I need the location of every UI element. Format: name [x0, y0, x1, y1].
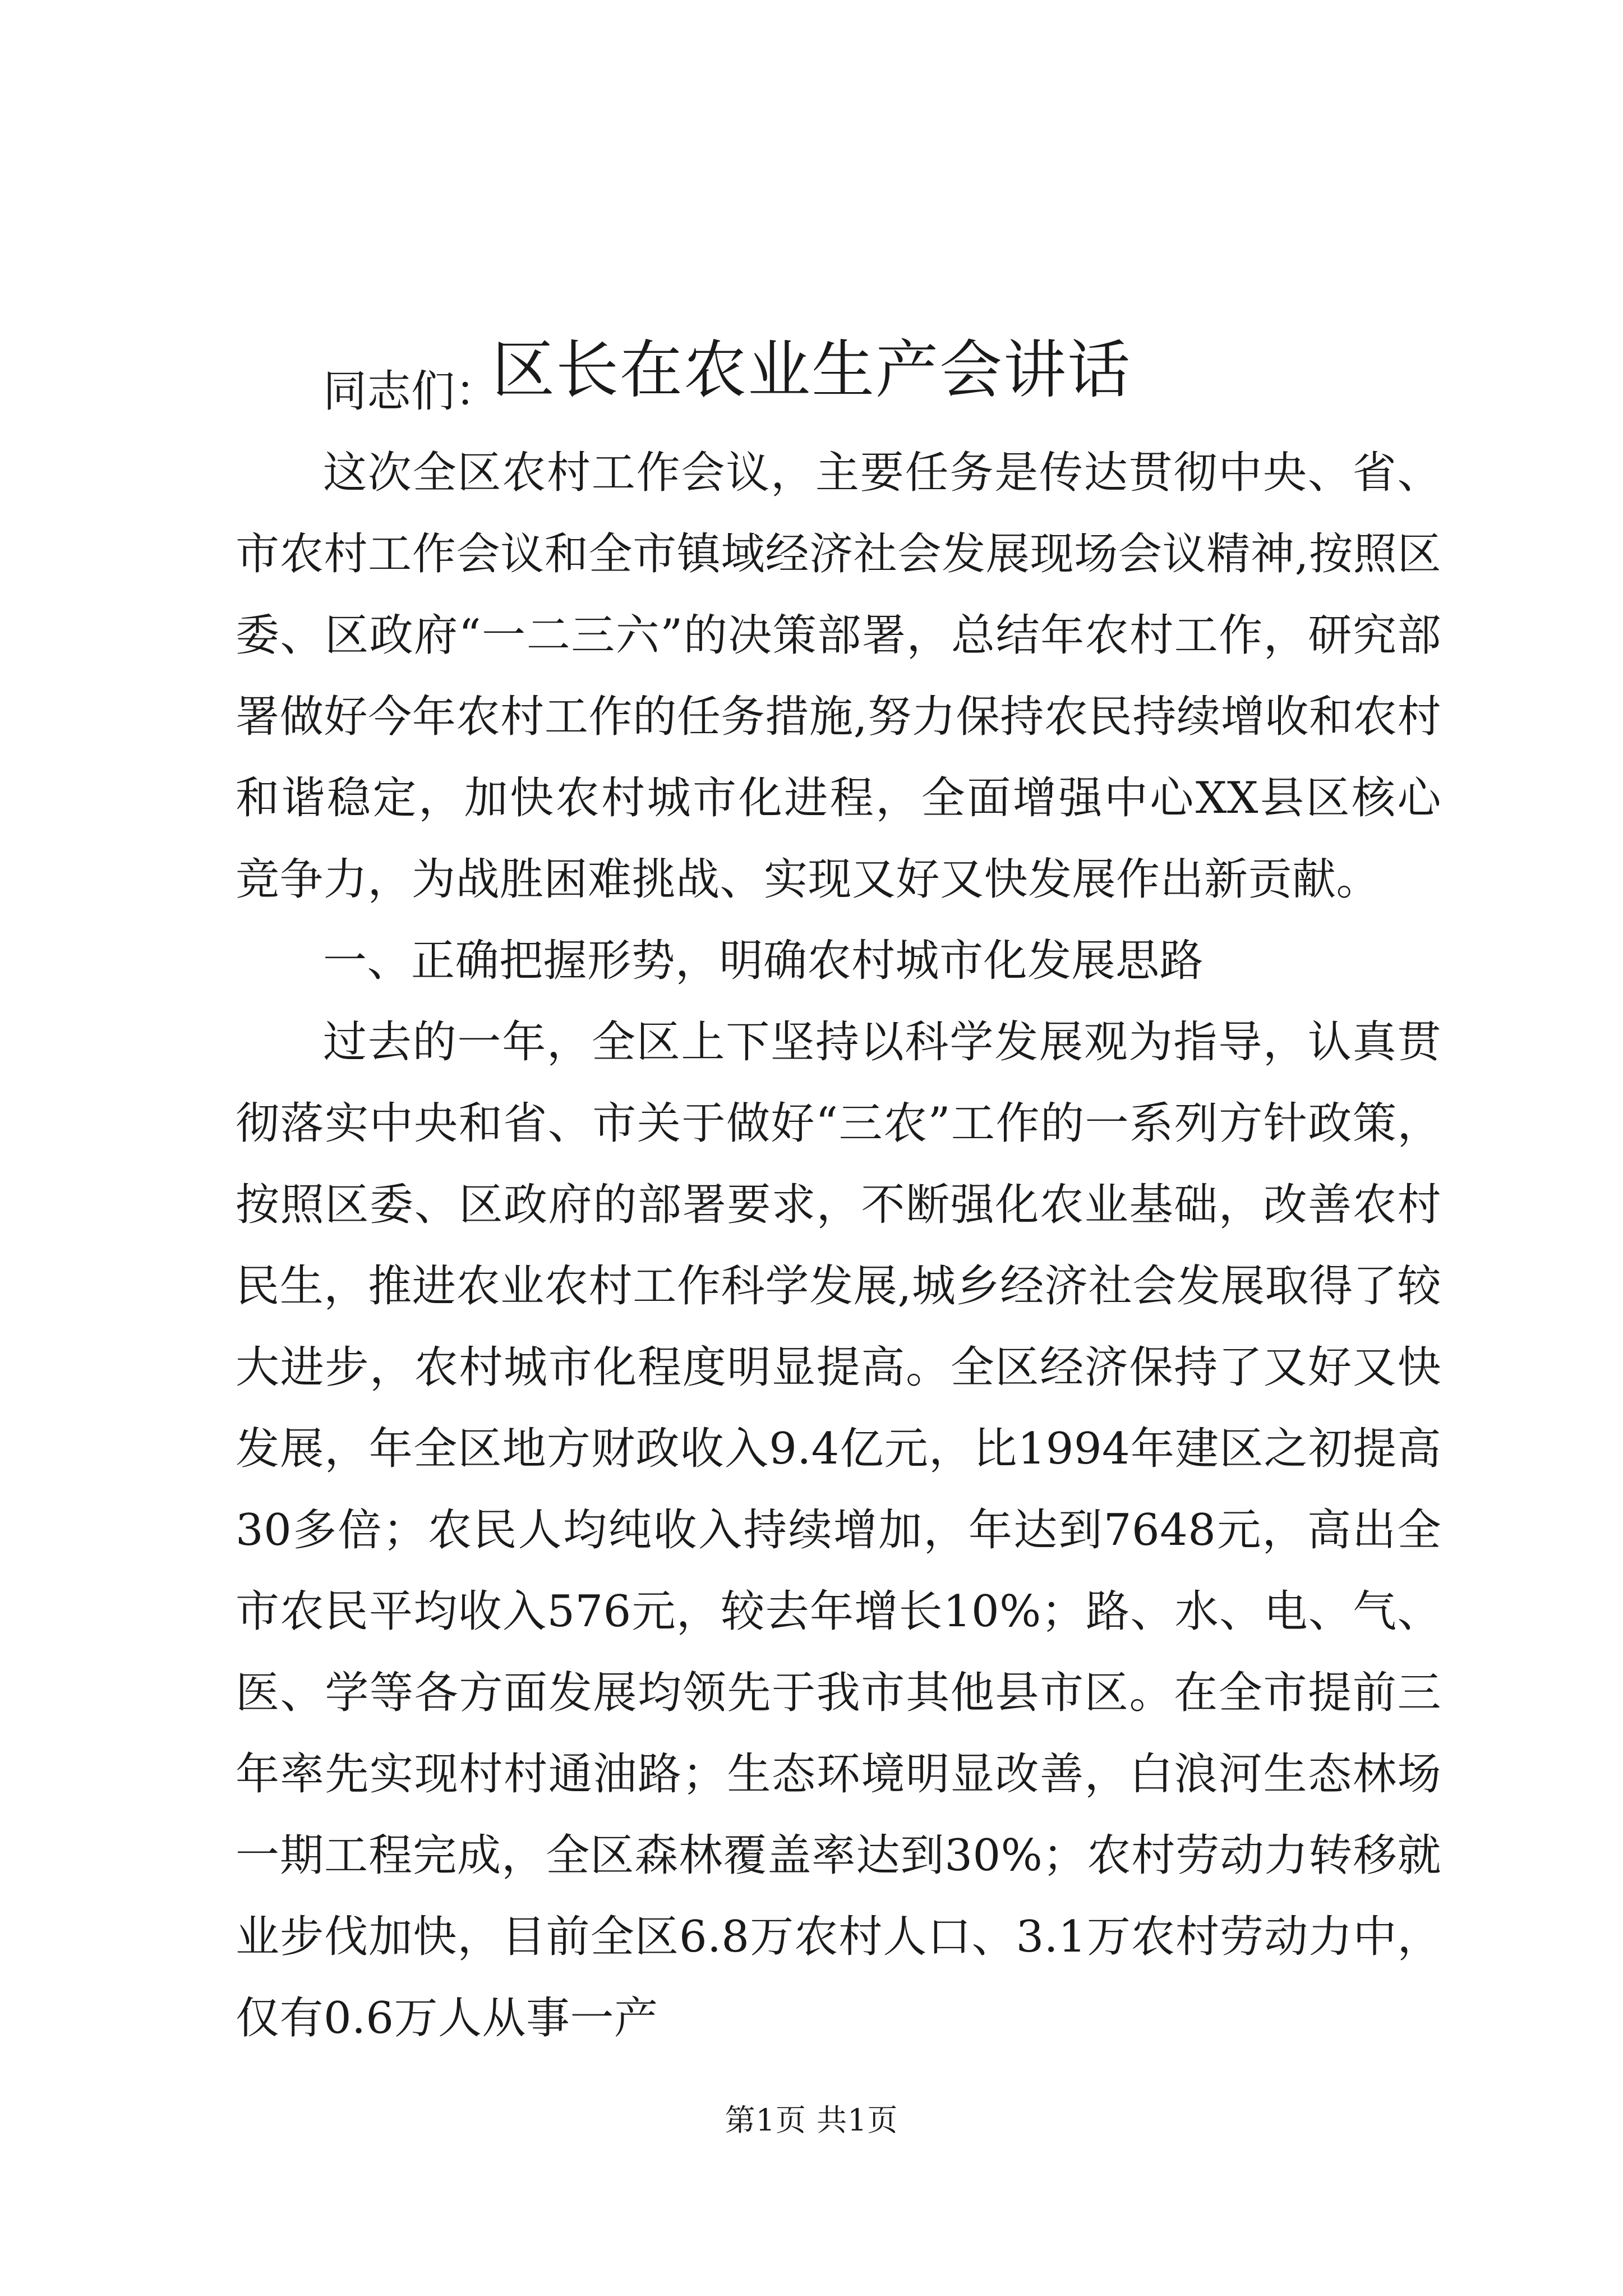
section-heading-1: 一、正确把握形势，明确农村城市化发展思路	[323, 936, 1204, 986]
page-number-footer: 第1页 共1页	[725, 2102, 898, 2138]
salutation: 同志们：	[323, 366, 500, 417]
paragraph-review: 过去的一年，全区上下坚持以科学发展观为指导，认真贯彻落实中央和省、市关于做好“三农”工作的一系列方针政策，按照区委、区政府的部署要求，不断强化农业基础，改善农村民生，推进农业农村工作科学发展,城乡经济社会发展取得了较大进步，农村城市化程度明显提高。全区经济保持了又好又快发展，年全区地方财政收入9.4亿元，比1994年建区之初提高30多倍；农民人均纯收入持续增加，年达到7648元，高出全市农民平均收入576元，较去年增长10%；路、水、电、气、医、学等各方面发展均领先于我市其他县市区。在全市提前三年率先实现村村通油路；生态环境明显改善，白浪河生态林场一期工程完成，全区森林覆盖率达到30%；农村劳动力转移就业步伐加快，目前全区6.8万农村人口、3.1万农村劳动力中，仅有0.6万人从事一产	[236, 1017, 1441, 2044]
paragraph-intro: 这次全区农村工作会议，主要任务是传达贯彻中央、省、市农村工作会议和全市镇域经济社会发展现场会议精神,按照区委、区政府“一二三六”的决策部署，总结年农村工作，研究部署做好今年农村工作的任务措施,努力保持农民持续增收和农村和谐稳定，加快农村城市化进程，全面增强中心XX县区核心竞争力，为战胜困难挑战、实现又好又快发展作出新贡献。	[236, 448, 1441, 905]
document-body	[236, 351, 1441, 2059]
document-title: 区长在农业生产会讲话	[492, 334, 1131, 407]
